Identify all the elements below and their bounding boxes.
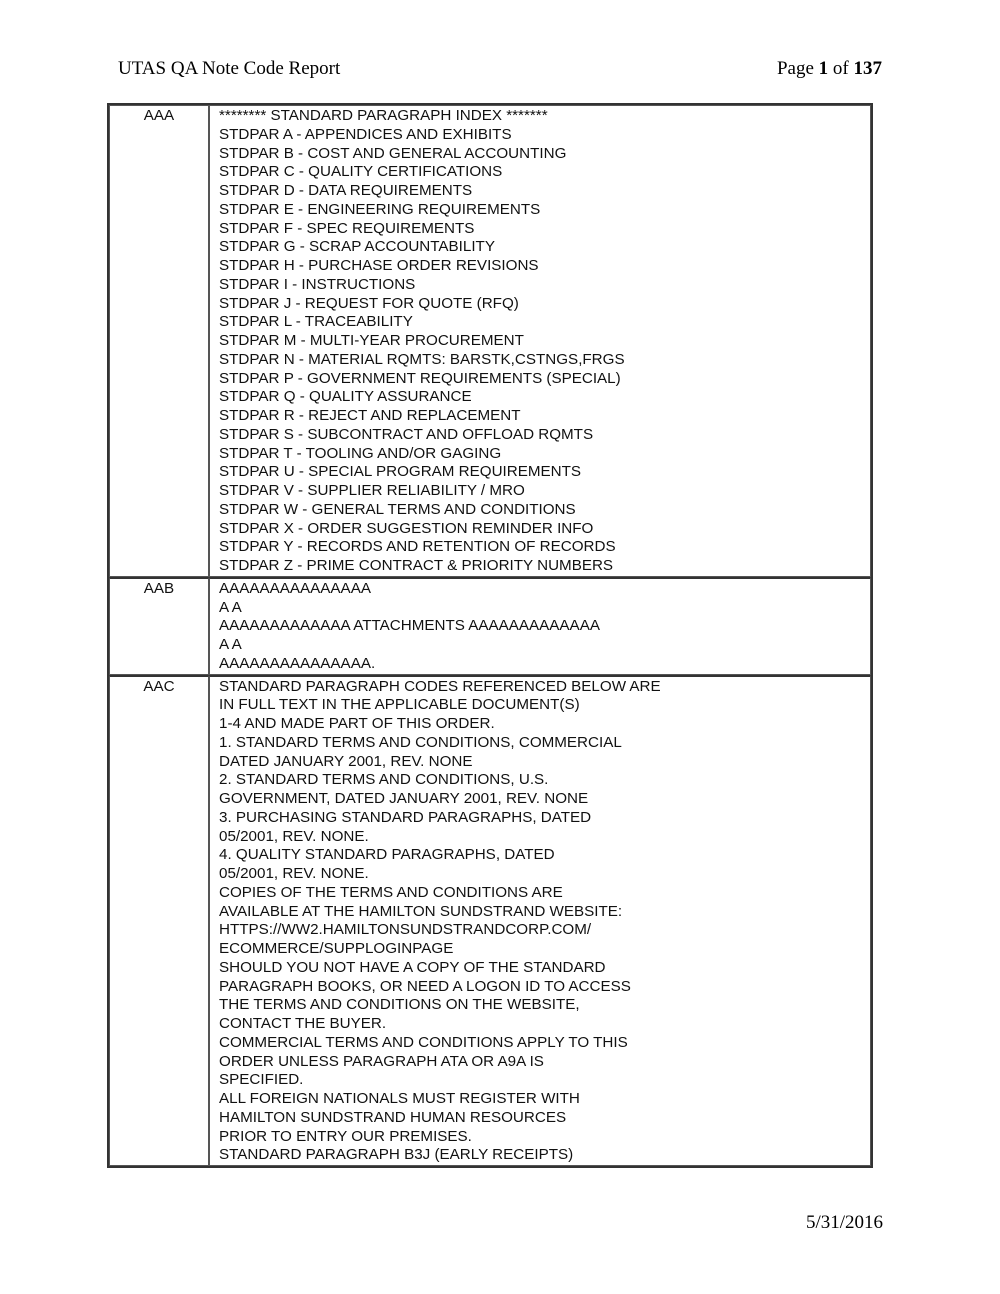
page-prefix: Page [776, 58, 819, 79]
note-text-line: STDPAR T - TOOLING AND/OR GAGING [219, 444, 502, 462]
note-text-line: AAAAAAAAAAAAA ATTACHMENTS AAAAAAAAAAAAA [219, 617, 600, 635]
note-text-line: STDPAR L - TRACEABILITY [219, 313, 413, 331]
note-text-line: ORDER UNLESS PARAGRAPH ATA OR A9A IS [219, 1052, 544, 1070]
note-text-line: STDPAR B - COST AND GENERAL ACCOUNTING [219, 144, 567, 162]
note-text-cell [209, 675, 871, 1167]
note-text-line: 1-4 AND MADE PART OF THIS ORDER. [219, 715, 495, 732]
page-header [118, 58, 882, 84]
note-text-line: STDPAR Q - QUALITY ASSURANCE [219, 388, 472, 406]
note-text-line: 3. PURCHASING STANDARD PARAGRAPHS, DATED [219, 808, 592, 826]
note-text-line: STDPAR J - REQUEST FOR QUOTE (RFQ) [219, 294, 519, 312]
note-text-line: STDPAR D - DATA REQUIREMENTS [219, 182, 473, 199]
note-text-line: 05/2001, REV. NONE. [219, 865, 369, 882]
note-text-line: PARAGRAPH BOOKS, OR NEED A LOGON ID TO ACCESS [219, 977, 631, 995]
table-row [109, 577, 871, 675]
note-code-cell: AAC [109, 675, 209, 1167]
report-title: UTAS QA Note Code Report [118, 58, 341, 79]
note-text-line: STDPAR X - ORDER SUGGESTION REMINDER INFO [219, 519, 594, 537]
note-text-line: STDPAR F - SPEC REQUIREMENTS [219, 219, 475, 237]
note-text-line: HTTPS://WW2.HAMILTONSUNDSTRANDCORP.COM/ [219, 921, 592, 939]
note-text-line: CONTACT THE BUYER. [219, 1015, 387, 1032]
table-row [109, 675, 871, 1167]
note-text-line: A A [219, 598, 242, 616]
note-text-line: STDPAR H - PURCHASE ORDER REVISIONS [219, 257, 539, 274]
note-text-line: STDPAR U - SPECIAL PROGRAM REQUIREMENTS [219, 463, 582, 481]
note-text-line: STDPAR C - QUALITY CERTIFICATIONS [219, 163, 503, 181]
note-text-line: STDPAR Z - PRIME CONTRACT & PRIORITY NUMBERS [219, 557, 614, 574]
note-code-table-body [109, 105, 871, 1166]
note-text-line: STDPAR N - MATERIAL RQMTS: BARSTK,CSTNGS,FRGS [219, 350, 625, 368]
note-text-line: SHOULD YOU NOT HAVE A COPY OF THE STANDARD [219, 958, 606, 976]
note-text-line: STDPAR R - REJECT AND REPLACEMENT [219, 407, 521, 424]
note-code-cell: AAA [109, 105, 209, 577]
note-text-line: STDPAR I - INSTRUCTIONS [219, 275, 416, 293]
page-number: 1 [818, 58, 829, 79]
note-text-line: 1. STANDARD TERMS AND CONDITIONS, COMMERCIAL [219, 733, 622, 751]
note-text-line: STDPAR M - MULTI-YEAR PROCUREMENT [219, 332, 524, 349]
note-text-line: STDPAR V - SUPPLIER RELIABILITY / MRO [219, 482, 525, 499]
note-text-line: IN FULL TEXT IN THE APPLICABLE DOCUMENT(S) [219, 696, 580, 714]
note-text-cell [209, 577, 871, 675]
page-indicator [777, 58, 882, 80]
note-text-line: 4. QUALITY STANDARD PARAGRAPHS, DATED [219, 846, 555, 864]
note-text-line: 05/2001, REV. NONE. [219, 827, 369, 845]
note-text-line: STDPAR W - GENERAL TERMS AND CONDITIONS [219, 500, 576, 518]
note-text-cell [209, 105, 871, 577]
note-text-line: STDPAR G - SCRAP ACCOUNTABILITY [219, 238, 495, 256]
note-text-line: AAAAAAAAAAAAAAA. [219, 654, 376, 672]
note-text-line: SPECIFIED. [219, 1071, 304, 1089]
note-code-cell: AAB [109, 577, 209, 675]
page-of: of [828, 58, 854, 79]
note-text-line: STANDARD PARAGRAPH CODES REFERENCED BELOW ARE [219, 677, 661, 695]
note-text-line: HAMILTON SUNDSTRAND HUMAN RESOURCES [219, 1108, 567, 1126]
note-text-line: STDPAR S - SUBCONTRACT AND OFFLOAD RQMTS [219, 425, 594, 443]
note-text-line: AVAILABLE AT THE HAMILTON SUNDSTRAND WEBSITE: [219, 902, 623, 920]
page-total: 137 [853, 58, 882, 79]
note-text-line: ALL FOREIGN NATIONALS MUST REGISTER WITH [219, 1090, 580, 1107]
note-text-line: PRIOR TO ENTRY OUR PREMISES. [219, 1127, 472, 1145]
note-text-line: AAAAAAAAAAAAAAA [219, 579, 371, 597]
note-code-table [107, 103, 873, 1168]
note-text-line: COPIES OF THE TERMS AND CONDITIONS ARE [219, 883, 563, 901]
note-text-line: STDPAR E - ENGINEERING REQUIREMENTS [219, 200, 541, 218]
note-text-line: ******** STANDARD PARAGRAPH INDEX ******* [219, 107, 548, 124]
note-text-line: THE TERMS AND CONDITIONS ON THE WEBSITE, [219, 996, 580, 1014]
table-row [109, 105, 871, 577]
note-text-line: A A [219, 636, 242, 653]
note-text-line: ECOMMERCE/SUPPLOGINPAGE [219, 940, 454, 957]
note-text-line: 2. STANDARD TERMS AND CONDITIONS, U.S. [219, 771, 549, 789]
note-text-line: STDPAR A - APPENDICES AND EXHIBITS [219, 125, 512, 143]
note-text-line: COMMERCIAL TERMS AND CONDITIONS APPLY TO THIS [219, 1033, 628, 1051]
note-text-line: GOVERNMENT, DATED JANUARY 2001, REV. NONE [219, 790, 589, 807]
report-date: 5/31/2016 [805, 1212, 883, 1233]
note-text-line: STANDARD PARAGRAPH B3J (EARLY RECEIPTS) [219, 1146, 574, 1164]
note-text-line: DATED JANUARY 2001, REV. NONE [219, 752, 473, 770]
note-text-line: STDPAR P - GOVERNMENT REQUIREMENTS (SPECIAL) [219, 369, 621, 387]
note-text-line: STDPAR Y - RECORDS AND RETENTION OF RECORDS [219, 538, 616, 556]
